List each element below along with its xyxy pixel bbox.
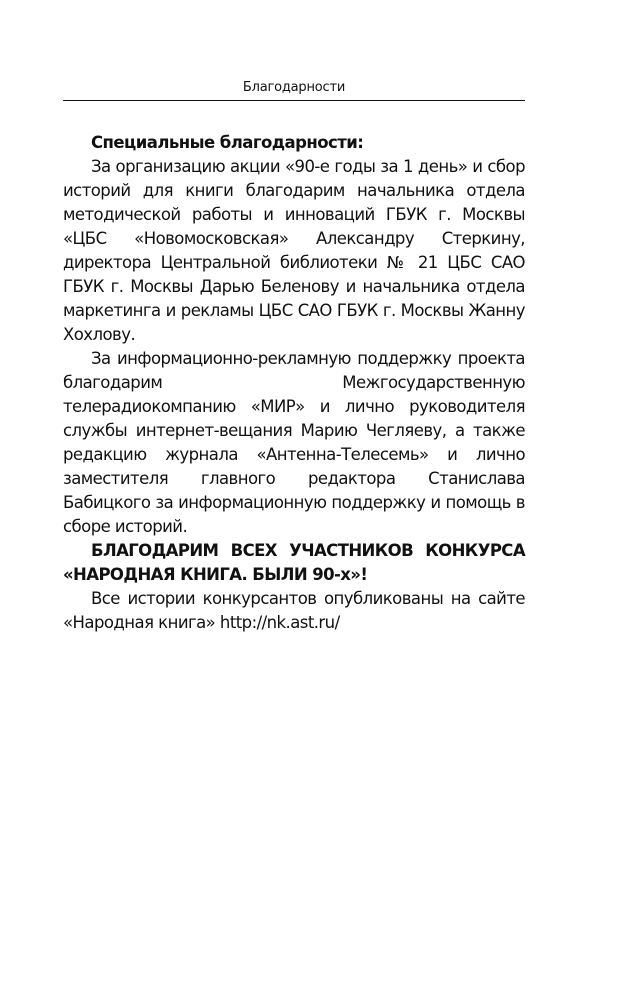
- thanks-all-participants: БЛАГОДАРИМ ВСЕХ УЧАСТНИКОВ КОНКУРСА «НАРОДНАЯ КНИГА. БЫЛИ 90-х»!: [63, 541, 525, 584]
- header-rule: [63, 100, 525, 101]
- paragraph-closing: Все истории конкурсантов опубликованы на сайте «Народная книга» http://nk.ast.ru/: [63, 589, 525, 632]
- running-title: Благодарности: [242, 80, 346, 95]
- book-page: [63, 0, 525, 635]
- paragraph-organization: За организацию акции «90-е годы за 1 день» и сбор историй для книги благодарим начальника отдела методической работы и инноваций ГБУК г. Москвы «ЦБС «Новомосковская» Александру Стеркину, директора Центральной библиотеки № 21 ЦБС САО ГБУК г. Москвы Дарью Беленову и начальника отдела маркетинга и рекламы ЦБС САО ГБУК г. Москвы Жанну Хохлову.: [63, 157, 525, 344]
- paragraph-media-support: За информационно-рекламную поддержку проекта благодарим Межгосударственную телерадиокомпанию «МИР» и лично руководителя службы интернет-вещания Марию Чегляеву, а также редакцию журнала «Антенна-Телесемь» и лично заместителя главного редактора Станислава Бабицкого за информационную поддержку и помощь в сборе историй.: [63, 349, 525, 536]
- page-body: [63, 131, 525, 635]
- section-heading: Специальные благодарности:: [91, 133, 364, 152]
